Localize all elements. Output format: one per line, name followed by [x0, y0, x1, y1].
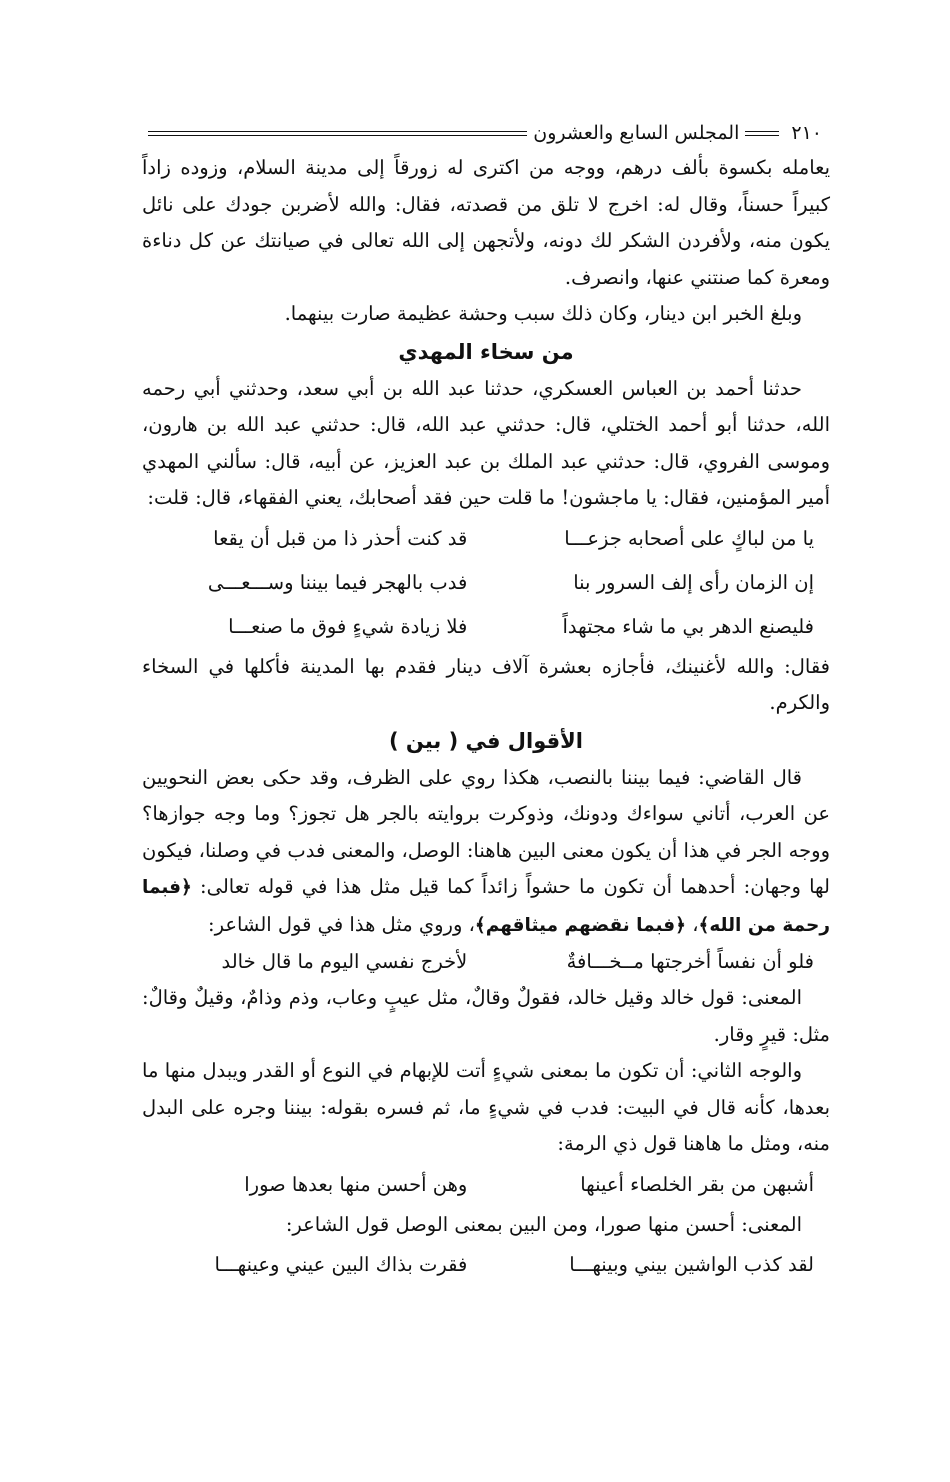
verse-hemistich-second: قد كنت أحذر ذا من قبل أن يقعا [213, 526, 468, 550]
verse-hemistich-second: فلا زيادة شيءٍ فوق ما صنعـــا [228, 614, 468, 638]
paragraph-text: قال القاضي: فيما بيننا بالنصب، هكذا روي على الظرف، وقد حكى بعض النحويين عن العرب، أتاني سواءك ودونك، وذوكرت بروايته بالجر هل تجوز؟ وما وجه جوازها؟ ووجه الجر في هذا أن يكون معنى البين هاهنا: الوصل، والمعنى فدب في وصلنا، فيكون لها وجهان: أحدهما أن تكون ما حشواً زائداً كما قيل مثل هذا في قوله تعالى: [142, 765, 830, 898]
verse-line [142, 605, 830, 649]
verse-hemistich-first: فليصنع الدهر بي ما شاء مجتهداً [562, 614, 814, 638]
verse-line [142, 1163, 830, 1207]
paragraph: وبلغ الخبر ابن دينار، وكان ذلك سبب وحشة عظيمة صارت بينهما. [284, 302, 802, 325]
verse-hemistich-second: وهن أحسن منها بعدها صورا [244, 1172, 468, 1196]
chapter-title: المجلس السابع والعشرون [533, 122, 740, 144]
paragraph [142, 760, 830, 945]
verse-hemistich-second: فدب بالهجر فيما بيننا وســـعـــى [207, 570, 468, 594]
verse-hemistich-first: يا من لباكٍ على أصحابه جزعـــا [564, 526, 814, 550]
quran-quote: ﴿فبما نقضهم ميثاقهم﴾ [474, 914, 686, 936]
verse-line [142, 517, 830, 561]
page-number: ٢١٠ [791, 122, 822, 144]
paragraph: والوجه الثاني: أن تكون ما بمعنى شيءٍ أتت للإبهام في النوع أو القدر ويبدل منها ما بعدها، كأنه قال في البيت: فدب في شيءٍ ما، ثم فسره بقوله: بيننا وجره على البدل منه، ومثل ما هاهنا قول ذي الرمة: [142, 1059, 830, 1155]
separator: ، [686, 912, 699, 936]
page-header [142, 118, 822, 148]
verse-hemistich-first: أشبهن من بقر الخلصاء أعينها [580, 1172, 814, 1196]
verse-hemistich-second: فقرت بذاك البين عيني وعينهـــا [214, 1253, 468, 1276]
paragraph: فقال: والله لأغنينك، فأجازه بعشرة آلاف دينار فقدم بها المدينة فأكلها في السخاء والكرم. [142, 654, 830, 714]
paragraph: يعامله بكسوة بألف درهم، ووجه من اكترى له زورقاً إلى مدينة السلام، وزوده زاداً كبيراً حسناً، وقال له: اخرج لا تلق من قصدته، فقال: والله لأضربن جودك على نائل يكون منه، ولأفردن الشكر لك دونه، ولأتجهن إلى الله تعالى في صيانتك عن كل دناءة ومعرة كما صنتني عنها، وانصرف. [142, 156, 830, 289]
quran-quote: ﴿فبما رحمة من الله﴾ [142, 877, 830, 936]
section-heading: الأقوال في ( بين ) [389, 728, 583, 753]
verse-hemistich-second: لأخرج نفسي اليوم ما قال خالد [221, 950, 468, 973]
verse-line [142, 1243, 830, 1287]
verse-hemistich-first: فلو أن نفساً أخرجتها مــخـــافةٌ [566, 950, 814, 973]
paragraph-text: ، وروي مثل هذا في قول الشاعر: [208, 912, 475, 936]
header-rule-short [745, 131, 779, 136]
paragraph: المعنى: أحسن منها صورا، ومن البين بمعنى الوصل قول الشاعر: [285, 1212, 802, 1236]
verse-line [142, 561, 830, 605]
page-body [142, 150, 830, 1287]
paragraph: حدثنا أحمد بن العباس العسكري، حدثنا عبد الله بن أبي سعد، وحدثني أبي رحمه الله، حدثنا أبو أحمد الختلي، قال: حدثني عبد الله، قال: حدثني عبد الله بن هارون، وموسى الفروي، قال: حدثني عبد الملك بن عبد العزيز، عن أبيه، قال: سألني المهدي أمير المؤمنين، فقال: يا ماجشون! ما قلت حين فقد أصحابك، يعني الفقهاء، قال: قلت: [142, 376, 830, 509]
verse-line [142, 944, 830, 980]
header-rule-long [148, 131, 527, 136]
paragraph: المعنى: قول خالد وقيل خالد، فقولٌ وقالٌ، مثل عيبٍ وعاب، وذم وذامٌ، وقيلٌ وقالٌ: مثل: قيرٍ وقار. [142, 986, 830, 1046]
verse-hemistich-first: إن الزمان رأى إلف السرور بنا [573, 570, 814, 594]
verse-hemistich-first: لقد كذب الواشين بيني وبينهـــا [569, 1253, 814, 1276]
section-heading: من سخاء المهدي [398, 339, 574, 364]
poem [142, 517, 830, 649]
